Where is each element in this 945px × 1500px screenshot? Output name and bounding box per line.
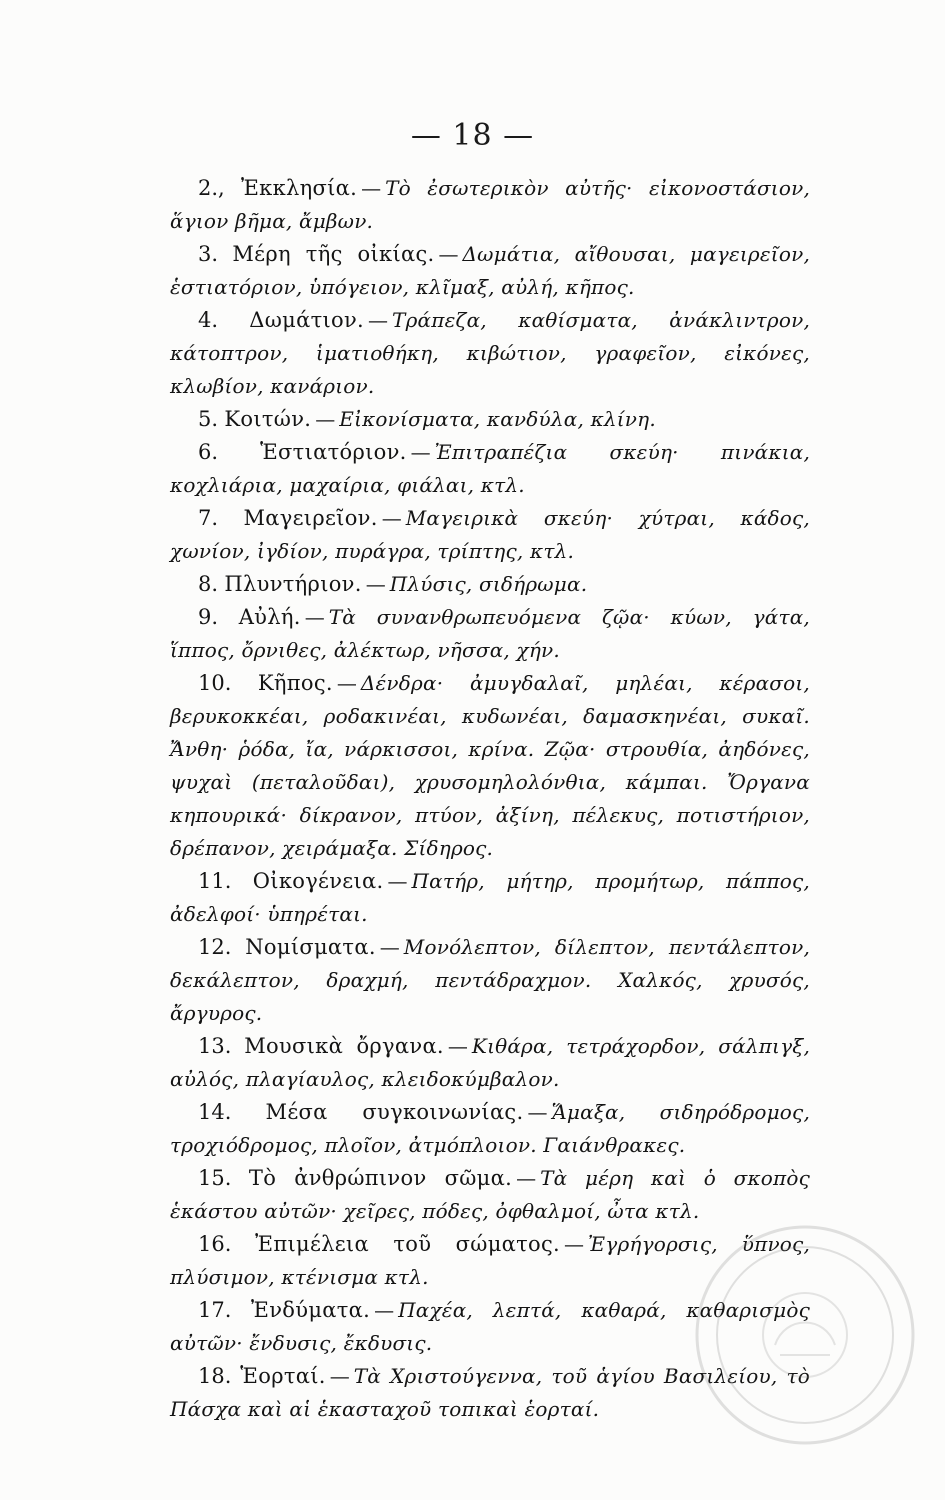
entry-13	[170, 1030, 810, 1096]
entry-text: Παχέα, λεπτά, καθαρά, καθαρισμὸς αὐτῶν· ἔνδυσις, ἔκδυσις.	[170, 1298, 810, 1355]
entry-dash: —	[438, 242, 459, 266]
entry-text: Ἐπιτραπέζια σκεύη· πινάκια, κοχλιάρια, μαχαίρια, φιάλαι, κτλ.	[170, 440, 810, 497]
entry-number: 14.	[198, 1100, 232, 1124]
entry-7	[170, 502, 810, 568]
entry-heading: Κῆπος.	[257, 671, 333, 695]
entry-text: Τὰ μέρη καὶ ὁ σκοπὸς ἑκάστου αὐτῶν· χεῖρες, πόδες, ὀφθαλμοί, ὦτα κτλ.	[170, 1166, 811, 1223]
entry-number: 17.	[198, 1298, 232, 1322]
entry-heading: Δωμάτιον.	[249, 308, 365, 332]
entry-5	[170, 403, 810, 436]
entry-text: Ἐγρήγορσις, ὕπνος, πλύσιμον, κτένισμα κτλ.	[170, 1232, 811, 1289]
entry-number: 5.	[198, 407, 219, 431]
entry-text: Εἰκονίσματα, κανδύλα, κλίνη.	[339, 407, 656, 431]
entry-heading: Μέσα συγκοινωνίας.	[265, 1100, 524, 1124]
entry-heading: Ἐκκλησία.	[240, 176, 358, 200]
entry-number: 9.	[198, 605, 219, 629]
entry-15	[170, 1162, 810, 1228]
entry-10	[170, 667, 810, 865]
entry-number: 10.	[198, 671, 232, 695]
entry-number: 4.	[198, 308, 219, 332]
entry-dash: —	[304, 605, 325, 629]
entry-heading: Ἑστιατόριον.	[260, 440, 407, 464]
entry-number: 3.	[198, 242, 219, 266]
entry-12	[170, 931, 810, 1030]
entry-text: Τὰ συνανθρωπευόμενα ζῷα· κύων, γάτα, ἵππος, ὄρνιθες, ἀλέκτωρ, νῆσσα, χήν.	[170, 605, 810, 662]
entry-dash: —	[361, 176, 382, 200]
entry-number: 15.	[198, 1166, 232, 1190]
entry-dash: —	[329, 1364, 350, 1388]
entry-number: 8.	[198, 572, 219, 596]
entry-heading: Μουσικὰ ὄργανα.	[244, 1034, 444, 1058]
entry-number: 18.	[198, 1364, 232, 1388]
entry-text: Κιθάρα, τετράχορδον, σάλπιγξ, αὐλός, πλαγίαυλος, κλειδοκύμβαλον.	[170, 1034, 811, 1091]
entry-heading: Ἐνδύματα.	[251, 1298, 371, 1322]
entry-dash: —	[379, 935, 400, 959]
entry-heading: Οἰκογένεια.	[252, 869, 384, 893]
entry-text: Πατήρ, μήτηρ, προμήτωρ, πάππος, ἀδελφοί· ὑπηρέται.	[170, 869, 810, 926]
entry-heading: Τὸ ἀνθρώπινον σῶμα.	[248, 1166, 513, 1190]
entry-heading: Μέρη τῆς οἰκίας.	[232, 242, 435, 266]
entry-6	[170, 436, 810, 502]
entry-9	[170, 601, 810, 667]
entry-dash: —	[447, 1034, 468, 1058]
entry-dash: —	[336, 671, 357, 695]
entry-dash: —	[387, 869, 408, 893]
entry-heading: Αὐλή.	[238, 605, 301, 629]
entry-dash: —	[315, 407, 336, 431]
entry-8	[170, 568, 810, 601]
entry-number: 6.	[198, 440, 219, 464]
entry-dash: —	[368, 308, 389, 332]
entry-number: 16.	[198, 1232, 232, 1256]
library-seal-watermark	[690, 1220, 920, 1450]
entry-text: Μονόλεπτον, δίλεπτον, πεντάλεπτον, δεκάλεπτον, δραχμή, πεντάδραχμον. Χαλκός, χρυσός, ἄργυρος.	[170, 935, 810, 1025]
page-number: — 18 —	[410, 118, 535, 153]
entry-text: Δωμάτια, αἴθουσαι, μαγειρεῖον, ἑστιατόριον, ὑπόγειον, κλῖμαξ, αὐλή, κῆπος.	[170, 242, 811, 299]
entry-dash: —	[374, 1298, 395, 1322]
entry-heading: Κοιτών.	[224, 407, 312, 431]
entry-number: 7.	[198, 506, 219, 530]
entry-4	[170, 304, 810, 403]
entry-dash: —	[381, 506, 402, 530]
entry-11	[170, 865, 810, 931]
entry-2	[170, 172, 810, 238]
entry-dash: —	[410, 440, 431, 464]
entry-dash: —	[527, 1100, 548, 1124]
entry-dash: —	[516, 1166, 537, 1190]
entry-dash: —	[564, 1232, 585, 1256]
entry-text: Τὸ ἐσωτερικὸν αὐτῆς· εἰκονοστάσιον, ἅγιον βῆμα, ἄμβων.	[170, 176, 810, 233]
entry-14	[170, 1096, 810, 1162]
entry-text: Πλύσις, σιδήρωμα.	[389, 572, 588, 596]
entry-heading: Ἐπιμέλεια τοῦ σώματος.	[255, 1232, 561, 1256]
entry-text: Ἅμαξα, σιδηρόδρομος, τροχιόδρομος, πλοῖον, ἀτμόπλοιον. Γαιάνθρακες.	[170, 1100, 811, 1157]
entry-heading: Πλυντήριον.	[224, 572, 362, 596]
entry-text: Τράπεζα, καθίσματα, ἀνάκλιντρον, κάτοπτρον, ἱματιοθήκη, κιβώτιον, γραφεῖον, εἰκόνες, κλωβίον, κανάριον.	[170, 308, 811, 398]
entry-number: 13.	[198, 1034, 232, 1058]
entry-number: 12.	[198, 935, 232, 959]
entry-text: Μαγειρικὰ σκεύη· χύτραι, κάδος, χωνίον, ἰγδίον, πυράγρα, τρίπτης, κτλ.	[170, 506, 810, 563]
entry-dash: —	[365, 572, 386, 596]
entry-text: Δένδρα· ἀμυγδαλαῖ, μηλέαι, κέρασοι, βερυκοκκέαι, ροδακινέαι, κυδωνέαι, δαμασκηνέαι, συκαῖ. Ἄνθη· ῥόδα, ἴα, νάρκισσοι, κρίνα. Ζῷα· στρουθία, ἀηδόνες, ψυχαὶ (πεταλοῦδαι), χρυσομηλολόνθια, κάμπαι. Ὄργανα κηπουρικά· δίκρανον, πτύον, ἀξίνη, πέλεκυς, ποτιστήριον, δρέπανον, χειράμαξα. Σίδηρος.	[170, 671, 810, 860]
entry-heading: Ἑορταί.	[240, 1364, 326, 1388]
entry-text: Τὰ Χριστούγεννα, τοῦ ἁγίου Βασιλείου, τὸ Πάσχα καὶ αἱ ἑκασταχοῦ τοπικαὶ ἑορταί.	[170, 1364, 811, 1421]
entry-number: 2.,	[198, 176, 225, 200]
entry-3	[170, 238, 810, 304]
entry-number: 11.	[198, 869, 232, 893]
entry-heading: Μαγειρεῖον.	[243, 506, 378, 530]
entry-heading: Νομίσματα.	[245, 935, 376, 959]
